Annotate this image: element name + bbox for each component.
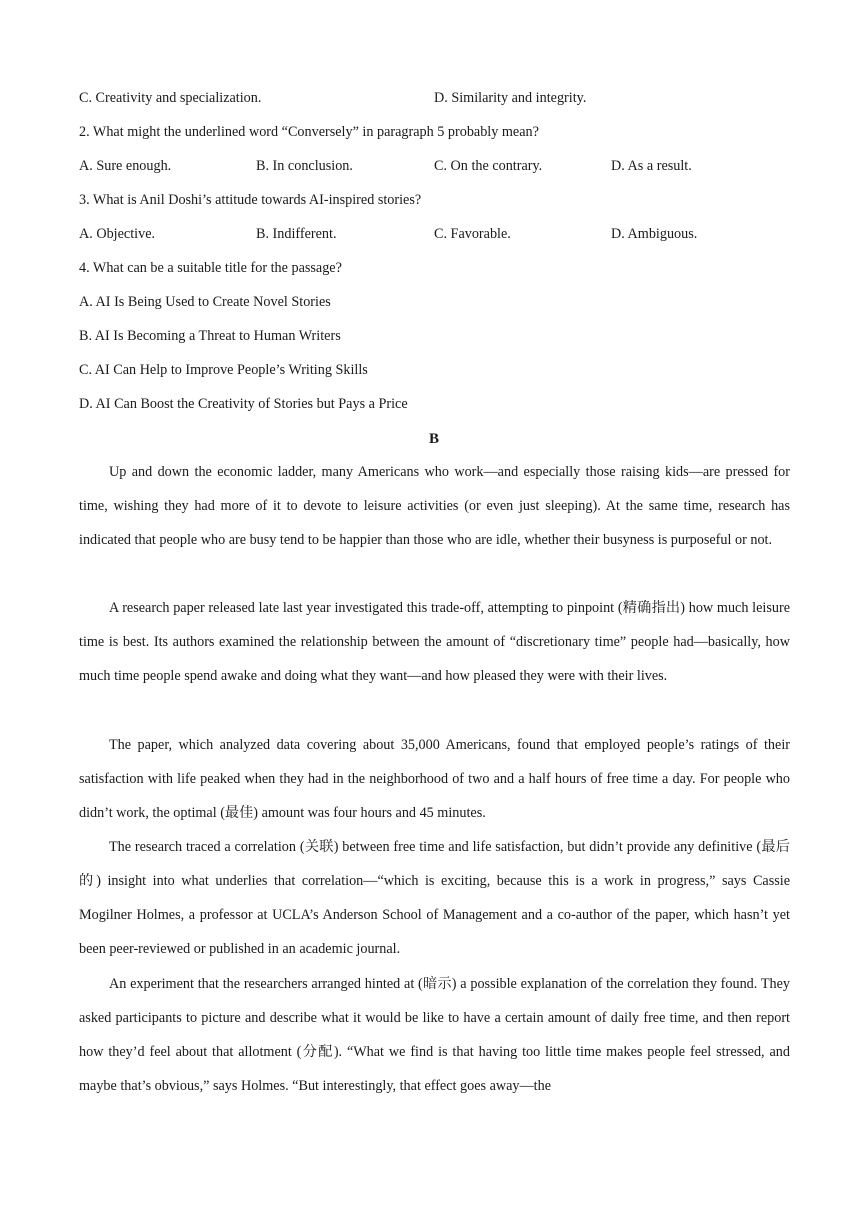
q3-stem: 3. What is Anil Doshi’s attitude towards AI-inspired stories? [79, 192, 422, 208]
paragraph-5: An experiment that the researchers arranged hinted at (暗示) a possible explanation of the correlation they found. They asked participants to picture and describe what it would be like to have a certain amount of daily free time, and then report how they’d feel about that allotment (分配). “What we find is that having too little time makes people feel stressed, and maybe that’s obvious,” says Holmes. “But interestingly, that effect goes away—the [79, 976, 790, 1095]
q4-option-a: A. AI Is Being Used to Create Novel Stories [79, 294, 331, 310]
q4-stem: 4. What can be a suitable title for the passage? [79, 260, 342, 276]
q2-option-c: C. On the contrary. [434, 158, 543, 174]
paragraph-3: The paper, which analyzed data covering about 35,000 Americans, found that employed people’s ratings of their satisfaction with life peaked when they had in the neighborhood of two and a half hours of free time a day. For people who didn’t work, the optimal (最佳) amount was four hours and 45 minutes. [79, 737, 790, 822]
q2-option-b: B. In conclusion. [256, 158, 353, 174]
q1-option-c: C. Creativity and specialization. [79, 90, 262, 106]
q1-option-d: D. Similarity and integrity. [434, 90, 587, 106]
q4-option-c: C. AI Can Help to Improve People’s Writing Skills [79, 362, 368, 378]
q3-option-b: B. Indifferent. [256, 226, 337, 242]
q2-stem: 2. What might the underlined word “Conversely” in paragraph 5 probably mean? [79, 124, 539, 140]
q3-option-c: C. Favorable. [434, 226, 511, 242]
section-heading: B [428, 431, 439, 447]
q2-option-a: A. Sure enough. [79, 158, 172, 174]
paragraph-4: The research traced a correlation (关联) between free time and life satisfaction, but didn’t provide any definitive (最后的) insight into what underlies that correlation—“which is exciting, because this is a work in progress,” says Cassie Mogilner Holmes, a professor at UCLA’s Anderson School of Management and a co-author of the paper, which hasn’t yet been peer-reviewed or published in an academic journal. [79, 839, 790, 958]
q3-option-a: A. Objective. [79, 226, 156, 242]
q4-option-b: B. AI Is Becoming a Threat to Human Writers [79, 328, 341, 344]
q4-option-d: D. AI Can Boost the Creativity of Stories but Pays a Price [79, 396, 408, 412]
q3-option-d: D. Ambiguous. [611, 226, 698, 242]
paragraph-1: Up and down the economic ladder, many Americans who work—and especially those raising kids—are pressed for time, wishing they had more of it to devote to leisure activities (or even just sleeping). At the same time, research has indicated that people who are busy tend to be happier than those who are idle, whether their busyness is purposeful or not. [79, 464, 790, 549]
q2-option-d: D. As a result. [611, 158, 692, 174]
paragraph-2: A research paper released late last year investigated this trade-off, attempting to pinpoint (精确指出) how much leisure time is best. Its authors examined the relationship between the amount of “discretionary time” people had—basically, how much time people spend awake and doing what they want—and how pleased they were with their lives. [79, 600, 790, 685]
